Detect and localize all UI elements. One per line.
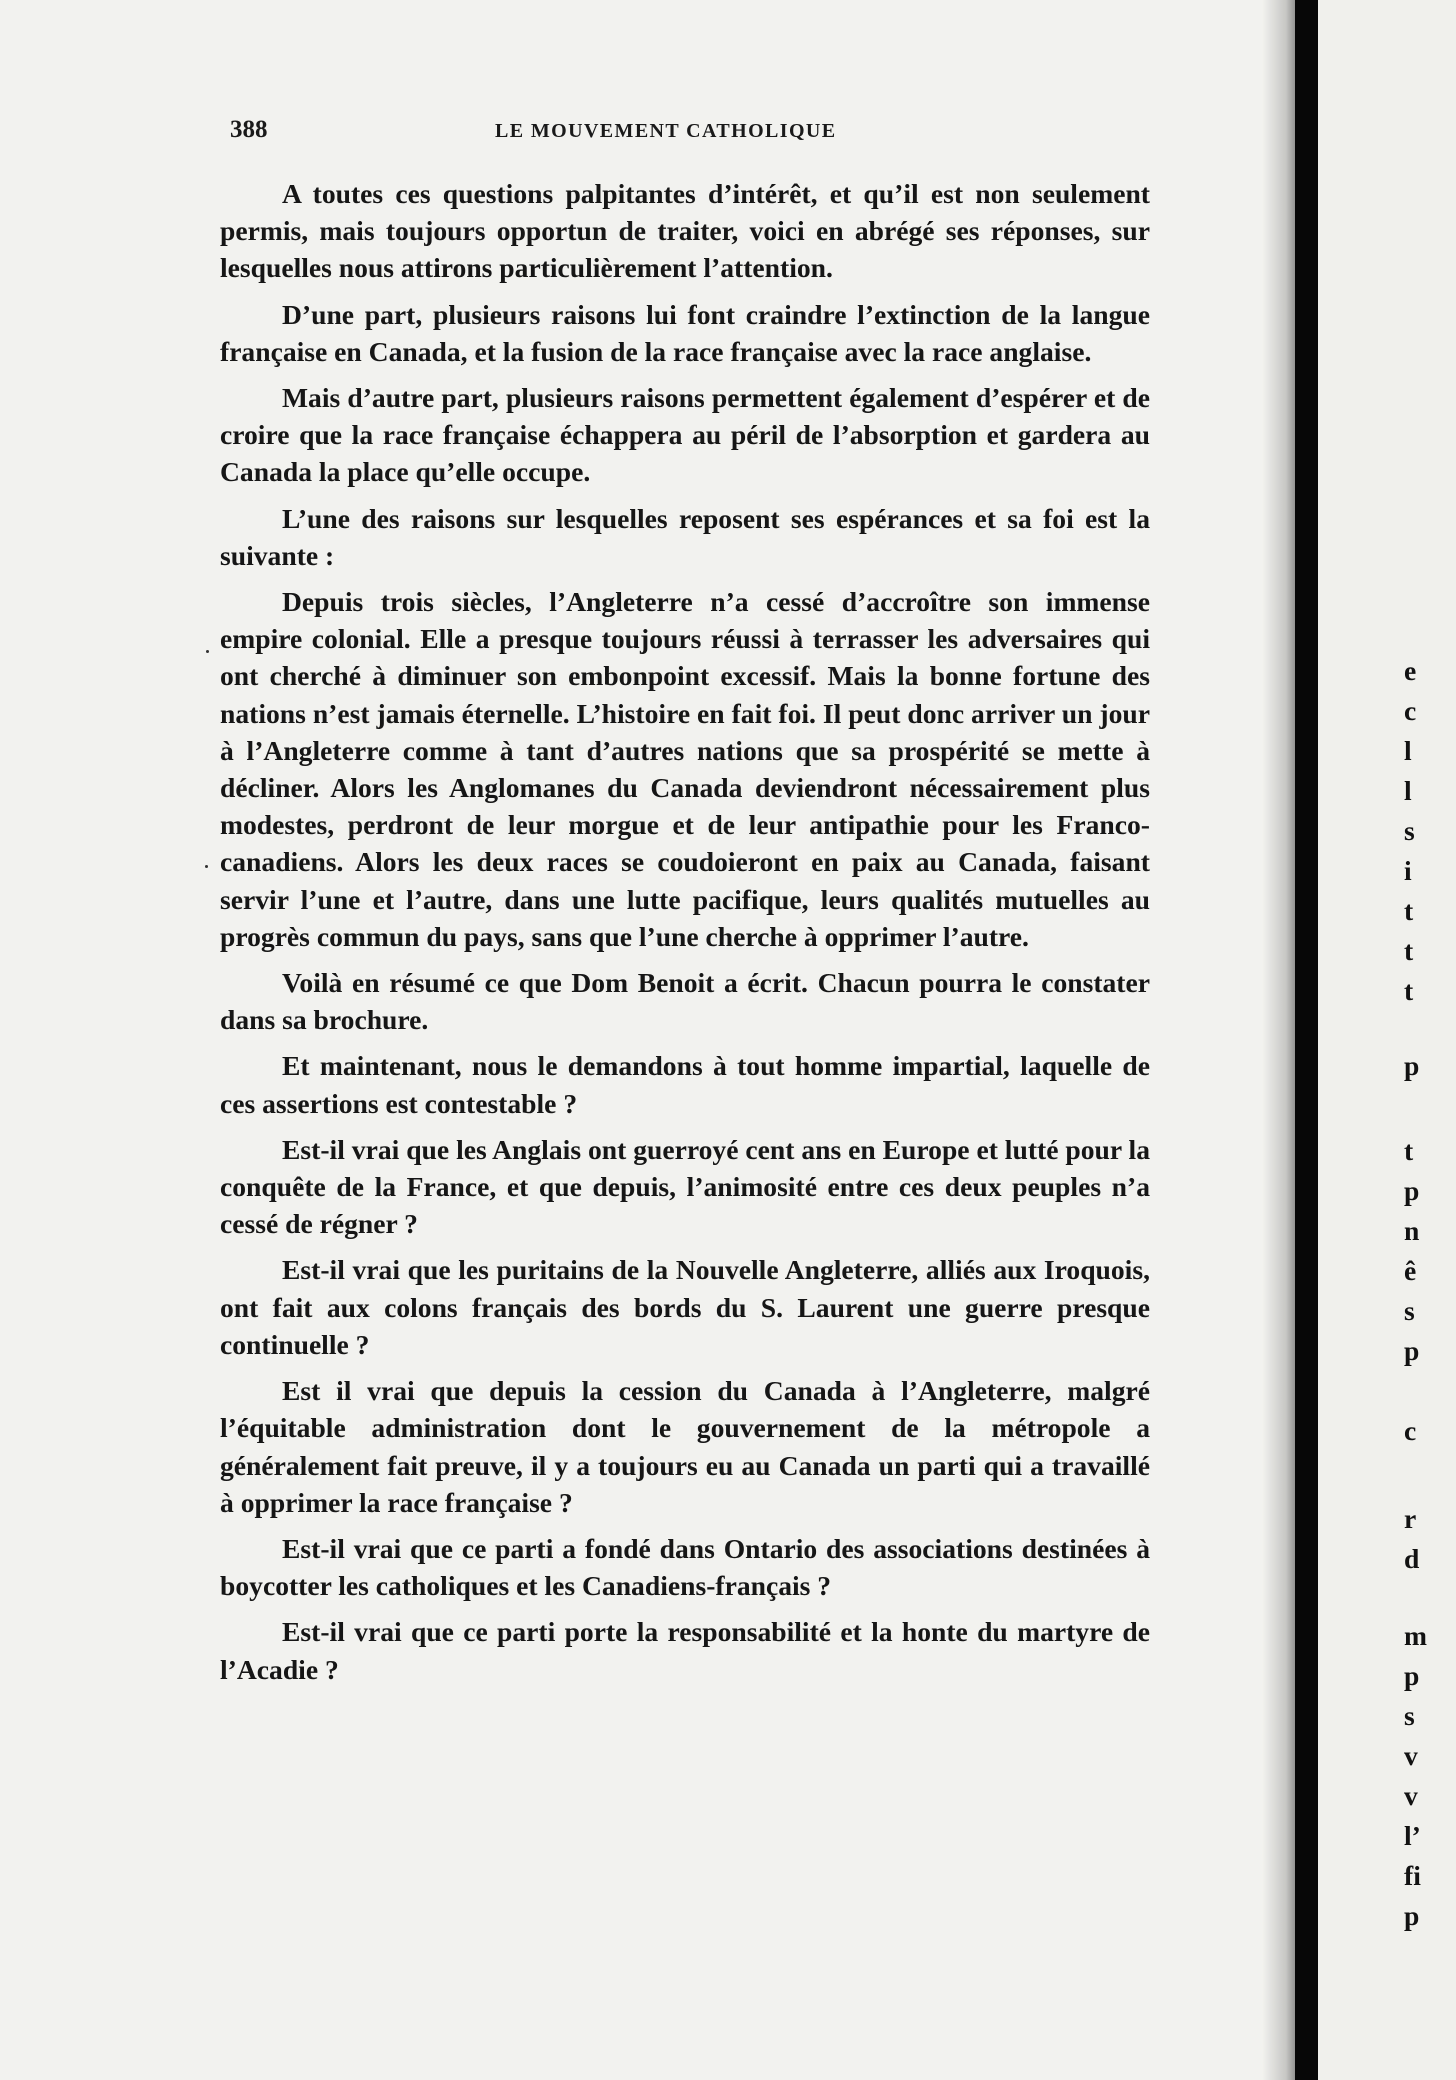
- paragraph: L’une des raisons sur lesquelles reposent ses espérances et sa foi est la suivante :: [220, 502, 1150, 571]
- facing-line: l: [1404, 775, 1412, 806]
- facing-line: r: [1404, 1503, 1417, 1534]
- paragraph: Est-il vrai que les Anglais ont guerroyé cent ans en Europe et lutté pour la conquête de la France, et que depuis, l’animosité entre ces deux peuples n’a cessé de régner ?: [220, 1133, 1150, 1240]
- book-gutter: [1295, 0, 1318, 2080]
- facing-line: p: [1404, 1660, 1420, 1691]
- facing-line: c: [1404, 695, 1417, 726]
- facing-line: c: [1404, 1415, 1417, 1446]
- facing-line: l’: [1404, 1820, 1421, 1851]
- paragraph: Est-il vrai que ce parti porte la responsabilité et la honte du martyre de l’Acadie ?: [220, 1616, 1150, 1685]
- paragraph: Est il vrai que depuis la cession du Canada à l’Angleterre, malgré l’équitable administration dont le gouvernement de la métropole a généralement fait preuve, il y a toujours eu au Canada un parti qui a travaillé à opprimer la race française ?: [220, 1375, 1150, 1518]
- running-title: LE MOUVEMENT CATHOLIQUE: [495, 120, 837, 142]
- facing-line: v: [1404, 1740, 1418, 1771]
- facing-line: t: [1404, 975, 1414, 1006]
- facing-line: v: [1404, 1780, 1418, 1811]
- paragraph: Et maintenant, nous le demandons à tout homme impartial, laquelle de ces assertions est contestable ?: [220, 1050, 1150, 1119]
- paragraph: A toutes ces questions palpitantes d’intérêt, et qu’il est non seulement permis, mais toujours opportun de traiter, voici en abrégé ses réponses, sur lesquelles nous attirons particulièrement l’attention.: [220, 178, 1150, 284]
- facing-line: ê: [1404, 1255, 1417, 1286]
- facing-line: s: [1404, 815, 1415, 846]
- facing-line: p: [1404, 1900, 1420, 1931]
- facing-line: fi: [1404, 1860, 1421, 1891]
- print-speck: [205, 865, 208, 868]
- facing-line: i: [1404, 855, 1412, 886]
- paragraph: Est-il vrai que les puritains de la Nouvelle Angleterre, alliés aux Iroquois, ont fait aux colons français des bords du S. Laurent une guerre presque continuelle ?: [220, 1254, 1150, 1360]
- paragraph: Mais d’autre part, plusieurs raisons permettent également d’espérer et de croire que la race française échappera au péril de l’absorption et gardera au Canada la place qu’elle occupe.: [220, 382, 1150, 488]
- facing-line: p: [1404, 1335, 1420, 1366]
- facing-line: p: [1404, 1050, 1420, 1081]
- facing-line: e: [1404, 655, 1417, 686]
- page-number: 388: [230, 116, 268, 143]
- facing-line: m: [1404, 1620, 1427, 1651]
- page-header: [230, 116, 1150, 152]
- facing-line: n: [1404, 1215, 1420, 1246]
- facing-line: d: [1404, 1543, 1420, 1574]
- paragraph: Depuis trois siècles, l’Angleterre n’a cessé d’accroître son immense empire colonial. Elle a presque toujours réussi à terrasser les adversaires qui ont cherché à diminuer son embonpoint excessif. Mais la bonne fortune des nations n’est jamais éternelle. L’histoire en fait foi. Il peut donc arriver un jour à l’Angleterre comme à tant d’autres nations que sa prospérité se mette à décliner. Alors les Anglomanes du Canada deviendront nécessairement plus modestes, perdront de leur morgue et de leur antipathie pour les Franco-canadiens. Alors les deux races se coudoieront en paix au Canada, faisant servir l’une et l’autre, dans une lutte pacifique, leurs qualités mutuelles au progrès commun du pays, sans que l’une cherche à opprimer l’autre.: [220, 586, 1150, 952]
- facing-line: p: [1404, 1175, 1420, 1206]
- facing-line: l: [1404, 735, 1412, 766]
- paragraph: Voilà en résumé ce que Dom Benoit a écrit. Chacun pourra le constater dans sa brochure.: [220, 967, 1150, 1036]
- body-text: [220, 175, 1150, 1697]
- facing-line: s: [1404, 1295, 1415, 1326]
- paragraph: D’une part, plusieurs raisons lui font craindre l’extinction de la langue française en Canada, et la fusion de la race française avec la race anglaise.: [220, 298, 1150, 367]
- facing-line: t: [1404, 1135, 1414, 1166]
- print-speck: [206, 650, 209, 653]
- paragraph: Est-il vrai que ce parti a fondé dans Ontario des associations destinées à boycotter les catholiques et les Canadiens-français ?: [220, 1532, 1150, 1602]
- facing-line: s: [1404, 1700, 1415, 1731]
- facing-line: t: [1404, 935, 1414, 966]
- facing-line: t: [1404, 895, 1414, 926]
